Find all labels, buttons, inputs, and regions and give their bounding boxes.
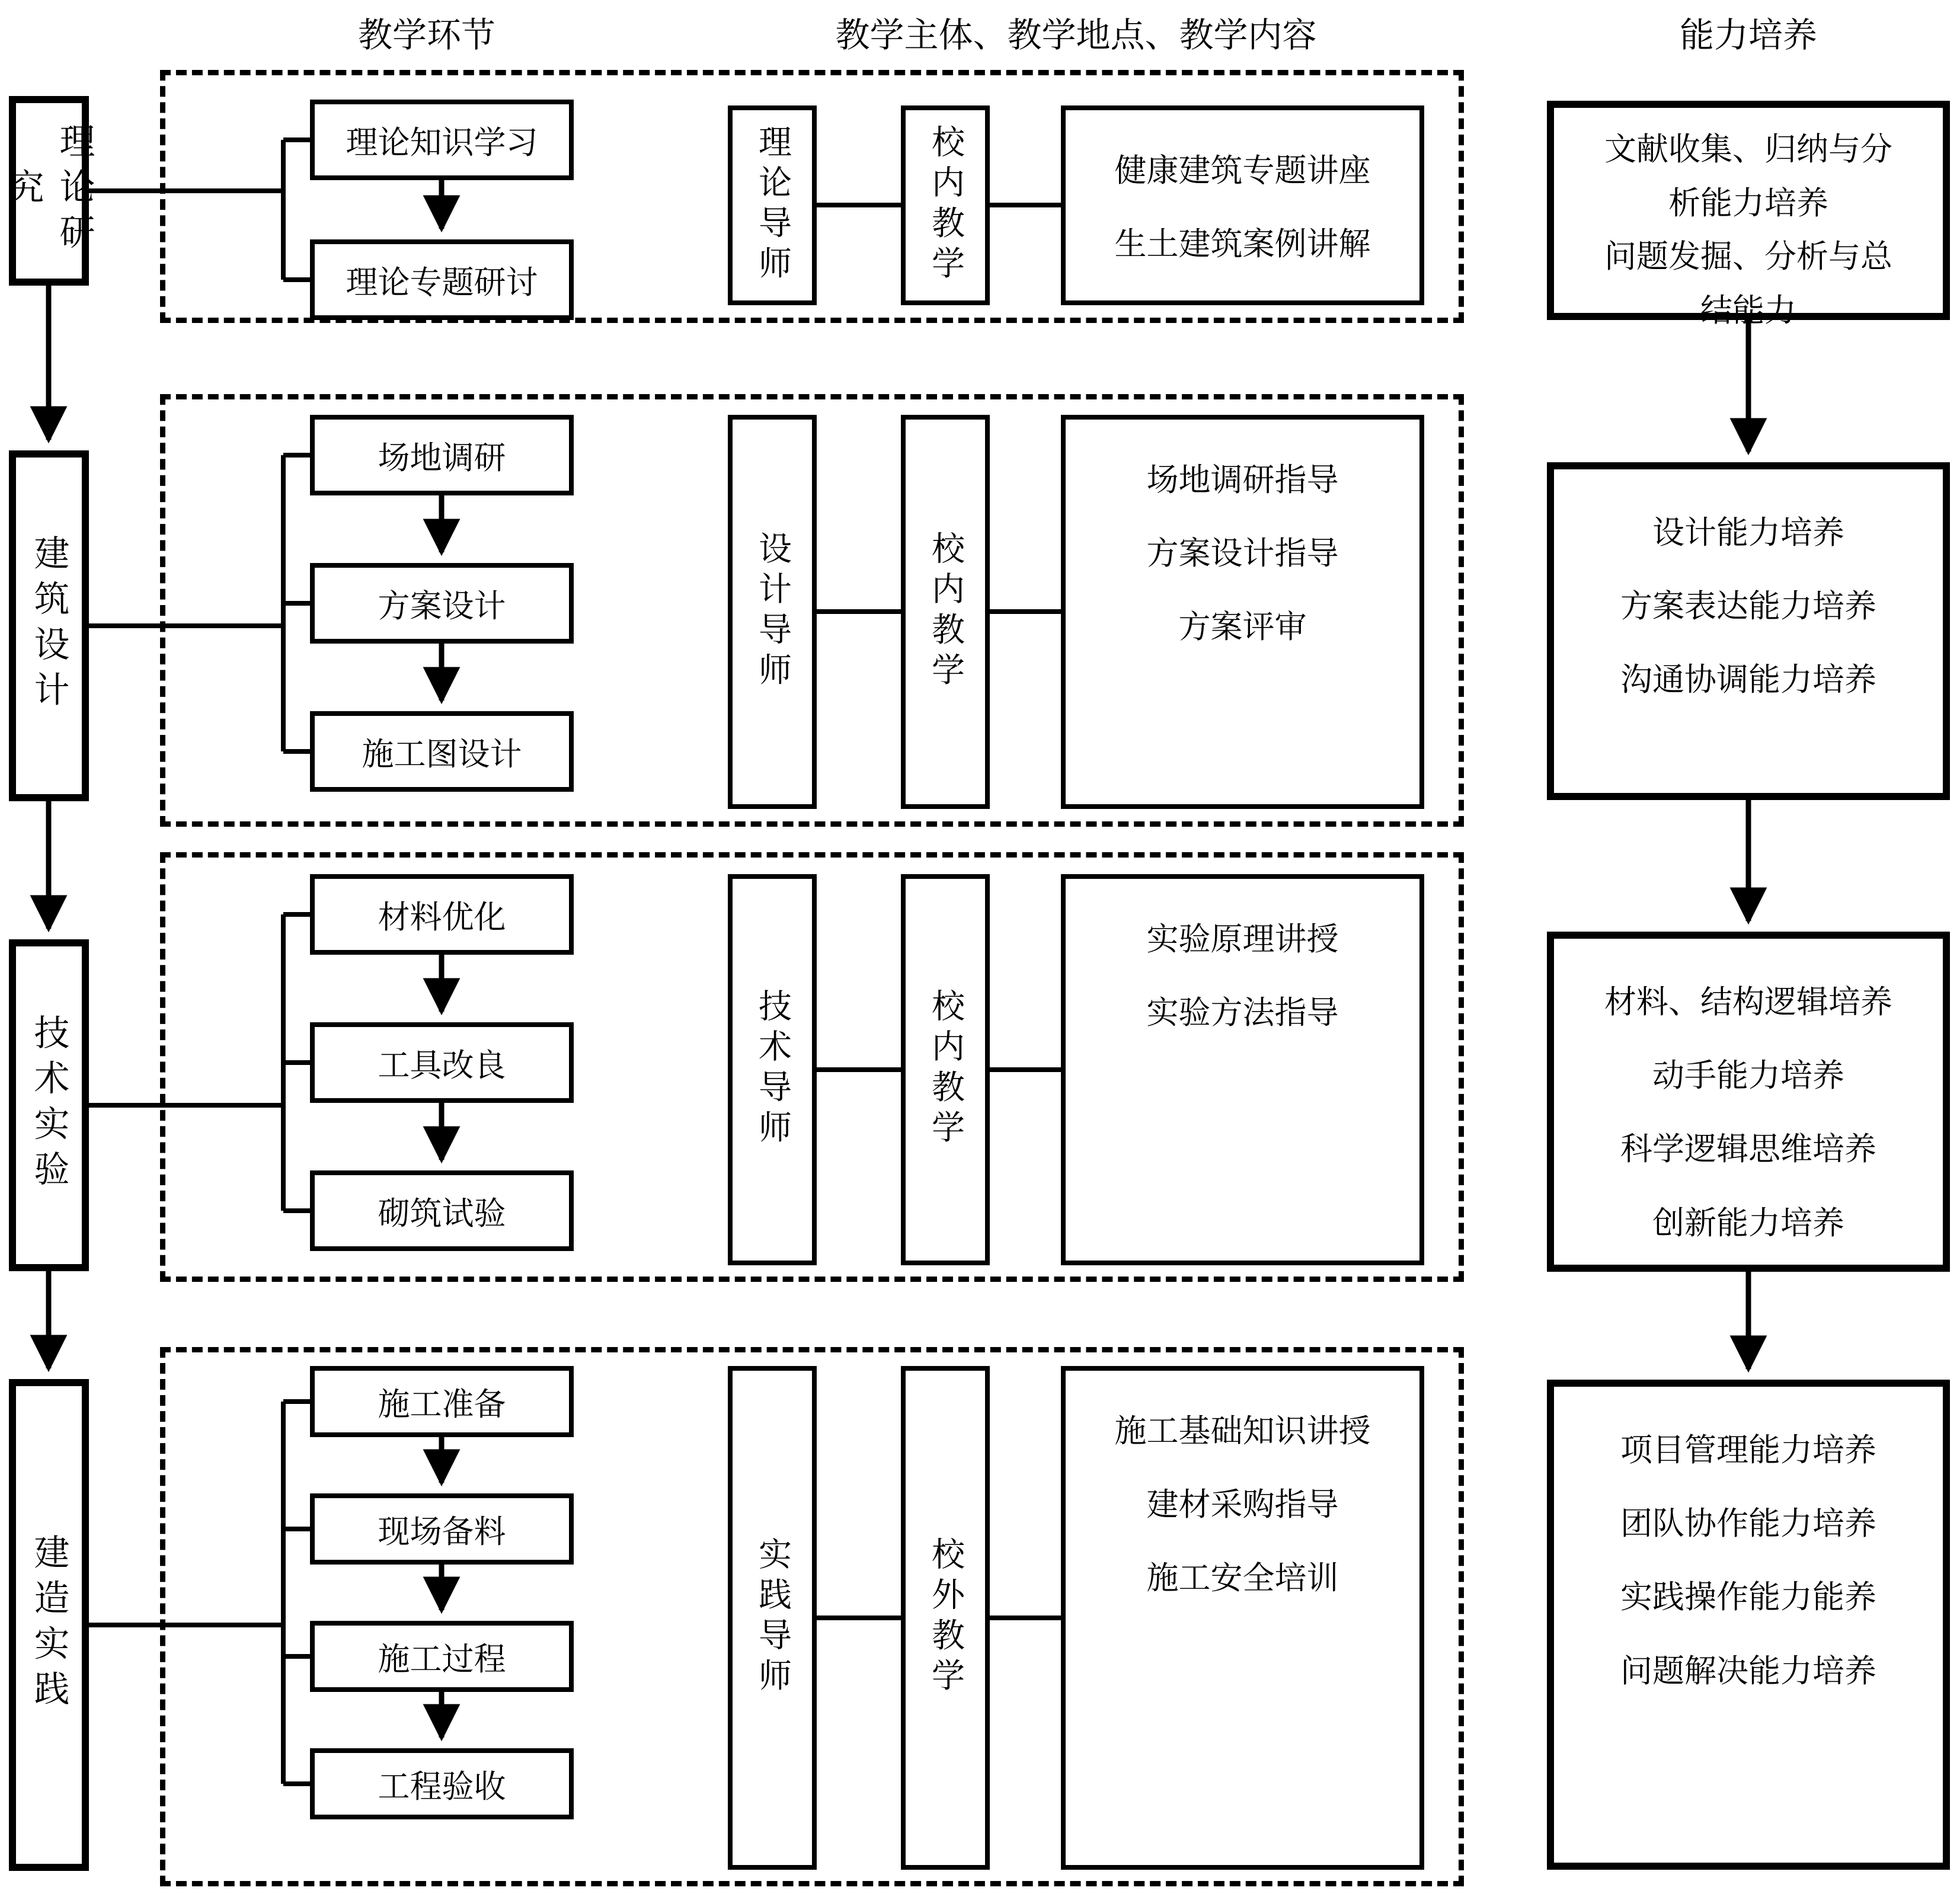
location-box-on-campus-1 bbox=[901, 105, 990, 305]
step-box-site-material-preparation: 现场备料 bbox=[310, 1493, 574, 1565]
content-line: 建材采购指导 bbox=[1146, 1487, 1339, 1523]
content-line: 生土建筑案例讲解 bbox=[1114, 226, 1371, 263]
ability-line: 实践操作能力能养 bbox=[1620, 1579, 1876, 1616]
content-line: 施工安全培训 bbox=[1146, 1560, 1339, 1597]
ability-line: 创新能力培养 bbox=[1652, 1205, 1844, 1241]
content-line: 实验方法指导 bbox=[1146, 995, 1339, 1031]
step-box-masonry-test: 砌筑试验 bbox=[310, 1170, 574, 1251]
location-box-on-campus-3 bbox=[901, 874, 990, 1265]
ability-line: 析能力培养 bbox=[1668, 185, 1828, 221]
stage-box-construction-practice bbox=[9, 1379, 89, 1871]
location-box-off-campus bbox=[901, 1366, 990, 1870]
stage-label: 建筑设计 bbox=[29, 535, 69, 717]
location-label: 校外教学 bbox=[927, 1537, 964, 1699]
mentor-box-theory-mentor bbox=[728, 105, 817, 305]
ability-line: 项目管理能力培养 bbox=[1620, 1432, 1876, 1468]
mentor-label: 技术导师 bbox=[754, 989, 791, 1151]
step-box-tool-improvement: 工具改良 bbox=[310, 1022, 574, 1103]
location-label: 校内教学 bbox=[927, 124, 964, 287]
stage-label: 建造实践 bbox=[29, 1534, 69, 1716]
ability-line: 问题发掘、分析与总 bbox=[1604, 239, 1892, 275]
step-box-material-optimization: 材料优化 bbox=[310, 874, 574, 955]
content-line: 实验原理讲授 bbox=[1146, 922, 1339, 957]
mentor-label: 设计导师 bbox=[754, 530, 791, 693]
stage-label: 理论研究 bbox=[4, 122, 94, 260]
step-box-construction-process: 施工过程 bbox=[310, 1621, 574, 1692]
mentor-box-technical-mentor bbox=[728, 874, 817, 1265]
ability-box-4 bbox=[1547, 1380, 1950, 1870]
step-box-theory-seminar: 理论专题研讨 bbox=[310, 239, 574, 320]
content-box-group-4 bbox=[1061, 1366, 1424, 1870]
step-box-scheme-design: 方案设计 bbox=[310, 563, 574, 644]
ability-line: 设计能力培养 bbox=[1652, 515, 1844, 551]
content-line: 健康建筑专题讲座 bbox=[1114, 153, 1371, 188]
ability-line: 方案表达能力培养 bbox=[1620, 588, 1876, 625]
content-box-group-2 bbox=[1061, 415, 1424, 809]
stage-box-technical-experiment bbox=[9, 939, 89, 1271]
column-header-ability-cultivation: 能力培养 bbox=[1679, 16, 1817, 55]
ability-line: 沟通协调能力培养 bbox=[1620, 662, 1876, 698]
step-box-project-acceptance: 工程验收 bbox=[310, 1748, 574, 1819]
step-box-construction-preparation: 施工准备 bbox=[310, 1366, 574, 1437]
column-header-subject-place-content: 教学主体、教学地点、教学内容 bbox=[835, 16, 1317, 55]
content-line: 施工基础知识讲授 bbox=[1114, 1413, 1371, 1449]
content-line: 场地调研指导 bbox=[1146, 462, 1339, 498]
step-box-theory-knowledge-learning: 理论知识学习 bbox=[310, 100, 574, 180]
column-header-teaching-stages: 教学环节 bbox=[357, 16, 495, 55]
mentor-box-practice-mentor bbox=[728, 1366, 817, 1870]
ability-line: 团队协作能力培养 bbox=[1620, 1506, 1876, 1542]
ability-line: 文献收集、归纳与分 bbox=[1604, 132, 1892, 167]
mentor-label: 理论导师 bbox=[754, 124, 791, 287]
ability-box-1 bbox=[1547, 101, 1950, 329]
content-box-group-3 bbox=[1061, 874, 1424, 1265]
ability-line: 材料、结构逻辑培养 bbox=[1604, 984, 1892, 1020]
stage-label: 技术实验 bbox=[29, 1014, 69, 1197]
step-box-construction-drawing-design: 施工图设计 bbox=[310, 711, 574, 792]
ability-line: 结能力 bbox=[1700, 293, 1796, 329]
location-label: 校内教学 bbox=[927, 989, 964, 1151]
location-box-on-campus-2 bbox=[901, 415, 990, 809]
ability-line: 动手能力培养 bbox=[1652, 1058, 1844, 1094]
stage-box-theoretical-research bbox=[4, 96, 94, 286]
stage-box-architectural-design bbox=[9, 450, 89, 801]
content-line: 方案评审 bbox=[1178, 609, 1307, 645]
content-line: 方案设计指导 bbox=[1146, 536, 1339, 572]
ability-line: 问题解决能力培养 bbox=[1620, 1653, 1876, 1689]
mentor-box-design-mentor bbox=[728, 415, 817, 809]
ability-box-3 bbox=[1547, 932, 1950, 1272]
mentor-label: 实践导师 bbox=[754, 1537, 791, 1699]
content-box-group-1 bbox=[1061, 105, 1424, 305]
step-box-site-research: 场地调研 bbox=[310, 415, 574, 495]
ability-line: 科学逻辑思维培养 bbox=[1620, 1131, 1876, 1167]
ability-box-2 bbox=[1547, 462, 1950, 800]
location-label: 校内教学 bbox=[927, 530, 964, 693]
